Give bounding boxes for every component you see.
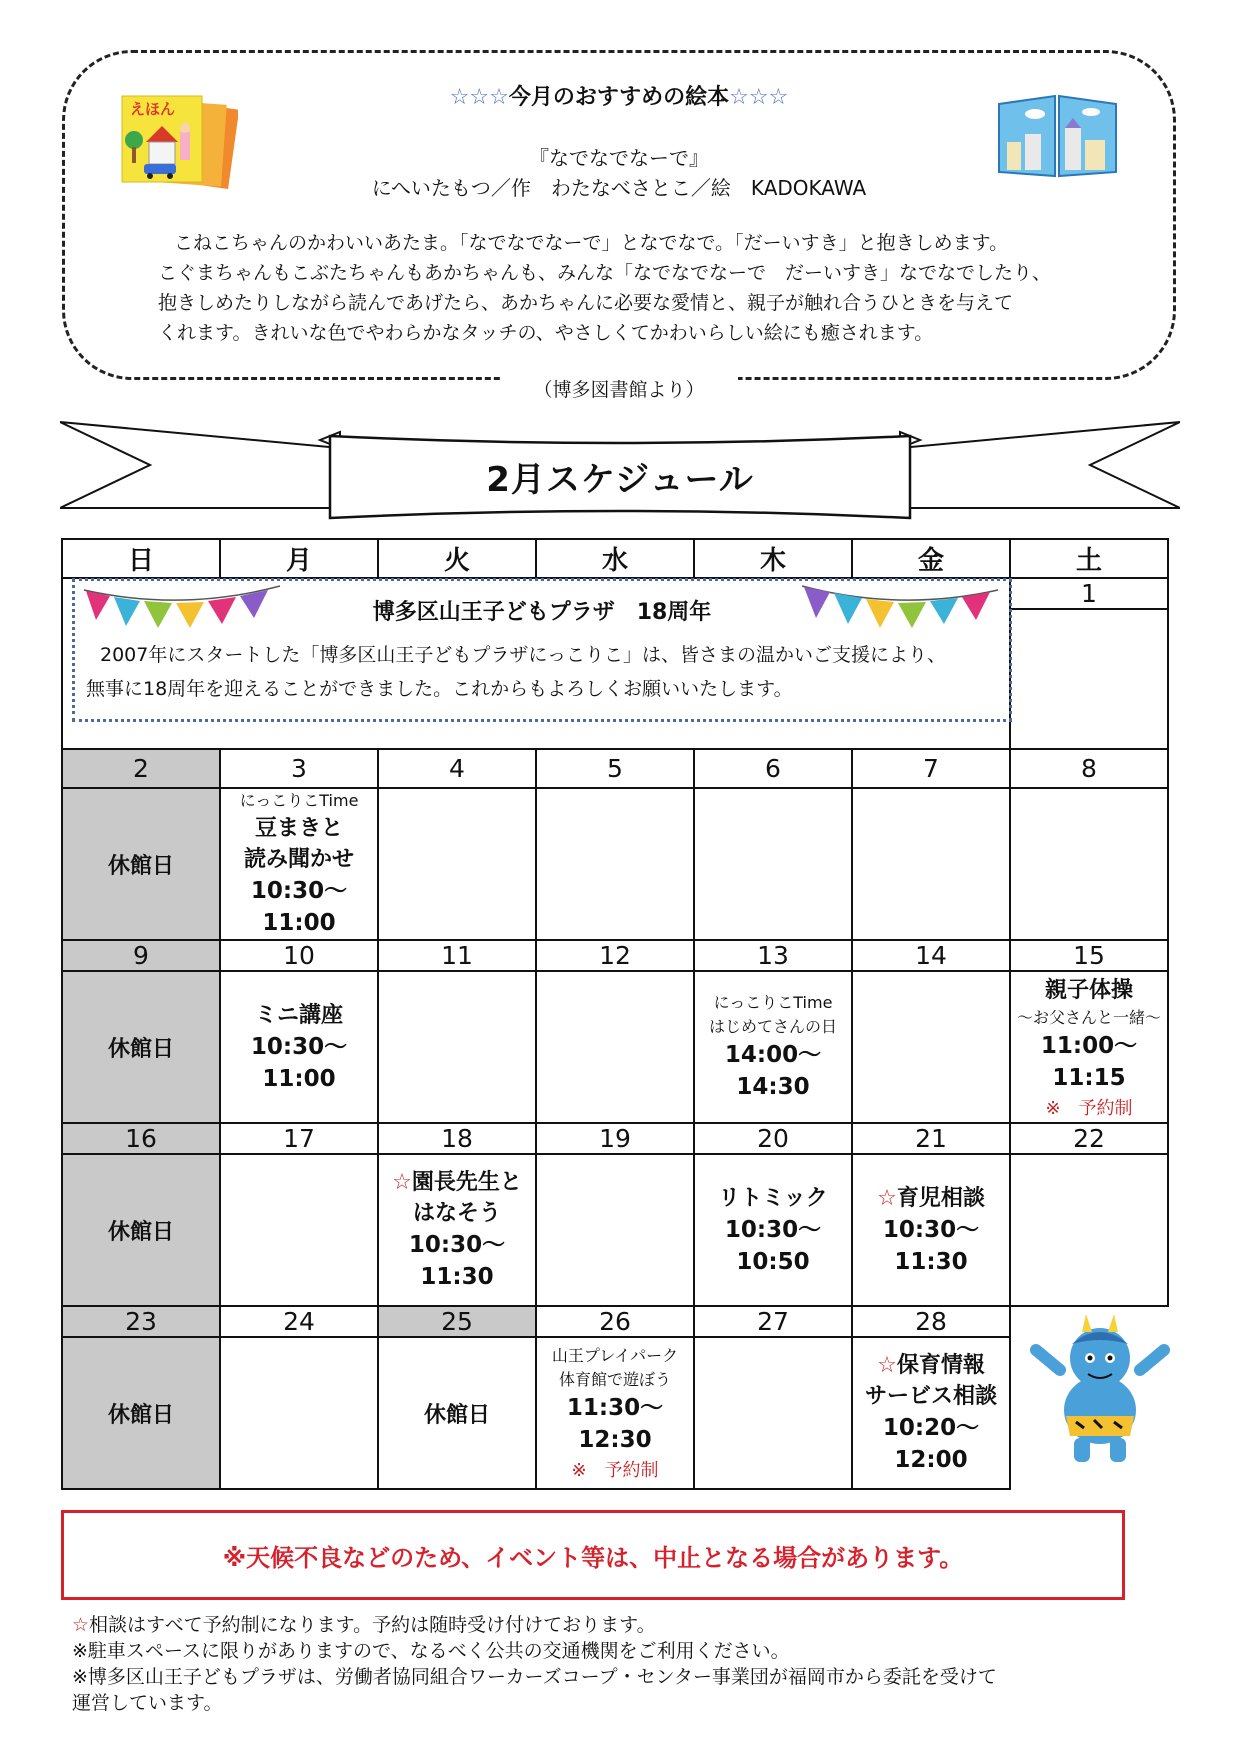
- weather-notice: ※天候不良などのため、イベント等は、中止となる場合があります。: [222, 1544, 964, 1572]
- day-number: 21: [852, 1123, 1010, 1154]
- event-time: 14:30: [736, 1074, 810, 1100]
- book-description-line: くれます。きれいな色でやわらかなタッチの、やさしくてかわいらしい絵にも癒されます。: [158, 322, 934, 344]
- day-number: 1: [1010, 578, 1168, 609]
- day-number: 7: [852, 749, 1010, 788]
- event-title: はなそう: [412, 1201, 501, 1226]
- book-credit: にへいたもつ／作 わたなべさとこ／絵 KADOKAWA: [371, 176, 867, 200]
- day-number: 28: [852, 1306, 1010, 1337]
- day-number: 3: [220, 749, 378, 788]
- weekday-sat: 土: [1010, 539, 1168, 578]
- weekday-tue: 火: [378, 539, 536, 578]
- event-time: 10:30〜: [882, 1216, 980, 1243]
- day-number: 16: [62, 1123, 220, 1154]
- event-cell: [1010, 971, 1168, 1123]
- day-cell: [1010, 788, 1168, 940]
- book-description: [158, 228, 1118, 348]
- day-cell: [1010, 1154, 1168, 1306]
- day-number: 12: [536, 940, 694, 971]
- closed-day: 休館日: [378, 1337, 536, 1489]
- day-number: 11: [378, 940, 536, 971]
- star-icon: ☆: [877, 1185, 897, 1211]
- event-cell: [694, 971, 852, 1123]
- day-cell: [694, 788, 852, 940]
- event-time: 12:30: [578, 1427, 652, 1453]
- weekday-fri: 金: [852, 539, 1010, 578]
- event-cell: [220, 788, 378, 940]
- book-heading: [62, 80, 1176, 111]
- day-cell: [852, 788, 1010, 940]
- event-title: 親子体操: [1044, 977, 1133, 1003]
- day-number: 19: [536, 1123, 694, 1154]
- day-number: 25: [378, 1306, 536, 1337]
- footer-notes: [72, 1612, 1172, 1716]
- anniversary-line: 2007年にスタートした「博多区山王子どもプラザにっこりこ」は、皆さまの温かいご支援により、: [100, 644, 946, 666]
- day-number: 24: [220, 1306, 378, 1337]
- day-number: 10: [220, 940, 378, 971]
- day-number: 18: [378, 1123, 536, 1154]
- event-tag: にっこりこTime: [713, 993, 833, 1012]
- reservation-note: ※ 予約制: [1045, 1097, 1133, 1119]
- footer-note: 相談はすべて予約制になります。予約は随時受け付けております。: [89, 1614, 656, 1636]
- event-time: 10:30〜: [724, 1216, 822, 1243]
- event-time: 11:00〜: [1040, 1032, 1138, 1059]
- footer-note: ※駐車スペースに限りがありますので、なるべく公共の交通機関をご利用ください。: [72, 1640, 790, 1662]
- weekday-sun: 日: [62, 539, 220, 578]
- event-time: 11:30〜: [566, 1395, 664, 1421]
- day-number: 5: [536, 749, 694, 788]
- event-time: 10:20〜: [882, 1415, 980, 1441]
- anniversary-title: 博多区山王子どもプラザ 18周年: [372, 600, 712, 625]
- day-number: 14: [852, 940, 1010, 971]
- day-number: 26: [536, 1306, 694, 1337]
- event-tag: 山王プレイパーク: [551, 1346, 679, 1365]
- day-cell: [536, 788, 694, 940]
- weekday-mon: 月: [220, 539, 378, 578]
- star-icons-right: ☆☆☆: [729, 85, 789, 110]
- event-cell: [852, 1154, 1010, 1306]
- event-cell: [694, 1154, 852, 1306]
- event-cell: [536, 1337, 694, 1489]
- day-number: 2: [62, 749, 220, 788]
- event-time: 10:30〜: [250, 1033, 348, 1060]
- event-title: 保育情報: [896, 1353, 985, 1378]
- day-number: 4: [378, 749, 536, 788]
- day-number: 22: [1010, 1123, 1168, 1154]
- day-number: 6: [694, 749, 852, 788]
- event-time: 10:30〜: [250, 878, 348, 904]
- event-time: 10:50: [736, 1248, 810, 1275]
- event-title: ミニ講座: [254, 1002, 343, 1028]
- closed-day: 休館日: [62, 1337, 220, 1489]
- book-description-line: こねこちゃんのかわいいあたま。「なでなでなーで」となでなで。「だーいすき」と抱きしめます。: [174, 232, 1009, 254]
- anniversary-line: 無事に18周年を迎えることができました。これからもよろしくお願いいたします。: [86, 678, 793, 700]
- event-subtitle: 体育館で遊ぼう: [558, 1370, 671, 1389]
- event-cell: [378, 1154, 536, 1306]
- day-number: 9: [62, 940, 220, 971]
- day-number: 23: [62, 1306, 220, 1337]
- event-time: 12:00: [894, 1447, 968, 1473]
- closed-day: 休館日: [62, 788, 220, 940]
- event-time: 10:30〜: [408, 1232, 506, 1258]
- book-description-line: こぐまちゃんもこぶたちゃんもあかちゃんも、みんな「なでなでなーで だーいすき」なでなでしたり、: [158, 262, 1052, 284]
- day-cell: [536, 971, 694, 1123]
- event-time: 11:00: [262, 1065, 336, 1092]
- day-number: 13: [694, 940, 852, 971]
- event-title: サービス相談: [864, 1384, 997, 1409]
- book-title: 『なでなでなーで』: [529, 146, 709, 170]
- day-number: 17: [220, 1123, 378, 1154]
- weekday-header-row: [62, 539, 1168, 578]
- book-heading-text: 今月のおすすめの絵本: [508, 85, 730, 110]
- day-cell: [694, 1337, 852, 1489]
- event-time: 11:30: [894, 1248, 968, 1275]
- event-title: 園長先生と: [411, 1170, 522, 1195]
- closed-day: 休館日: [62, 1154, 220, 1306]
- event-cell: [220, 971, 378, 1123]
- day-cell: [1010, 609, 1168, 749]
- star-icons-left: ☆☆☆: [449, 85, 509, 110]
- day-cell: [220, 1154, 378, 1306]
- book-source: （博多図書館より）: [500, 375, 738, 402]
- schedule-title: 2月スケジュール: [486, 460, 754, 500]
- day-number: 27: [694, 1306, 852, 1337]
- closed-day: 休館日: [62, 971, 220, 1123]
- star-icon: ☆: [877, 1353, 897, 1378]
- event-time: 14:00〜: [724, 1042, 822, 1068]
- event-title: リトミック: [718, 1185, 828, 1211]
- star-icon: ☆: [72, 1614, 90, 1636]
- event-time: 11:30: [420, 1264, 494, 1290]
- day-cell: [378, 788, 536, 940]
- event-cell: [852, 1337, 1010, 1489]
- day-cell: [378, 971, 536, 1123]
- event-tag: にっこりこTime: [239, 791, 359, 810]
- day-number: 15: [1010, 940, 1168, 971]
- event-title: 読み聞かせ: [243, 847, 354, 872]
- event-subtitle: 〜お父さんと一緒〜: [1016, 1007, 1161, 1027]
- reservation-note: ※ 予約制: [571, 1460, 659, 1481]
- weekday-thu: 木: [694, 539, 852, 578]
- svg-text:えほん: えほん: [130, 100, 176, 118]
- star-icon: ☆: [392, 1170, 412, 1195]
- footer-note: 運営しています。: [72, 1692, 223, 1714]
- day-number: 20: [694, 1123, 852, 1154]
- event-title: 豆まきと: [254, 816, 343, 841]
- anniversary-body: [86, 638, 1006, 706]
- day-cell: [536, 1154, 694, 1306]
- day-cell: [852, 971, 1010, 1123]
- event-time: 11:00: [262, 910, 336, 936]
- oni-mascot-icon: [1030, 1310, 1170, 1470]
- event-time: 11:15: [1052, 1064, 1126, 1091]
- event-subtitle: はじめてさんの日: [708, 1017, 837, 1036]
- day-number: 8: [1010, 749, 1168, 788]
- day-cell: [220, 1337, 378, 1489]
- book-description-line: 抱きしめたりしながら読んであげたら、あかちゃんに必要な愛情と、親子が触れ合うひときを与えて: [158, 292, 1014, 314]
- weekday-wed: 水: [536, 539, 694, 578]
- event-title: 育児相談: [896, 1185, 985, 1211]
- footer-note: ※博多区山王子どもプラザは、労働者協同組合ワーカーズコープ・センター事業団が福岡市から委託を受けて: [72, 1666, 997, 1688]
